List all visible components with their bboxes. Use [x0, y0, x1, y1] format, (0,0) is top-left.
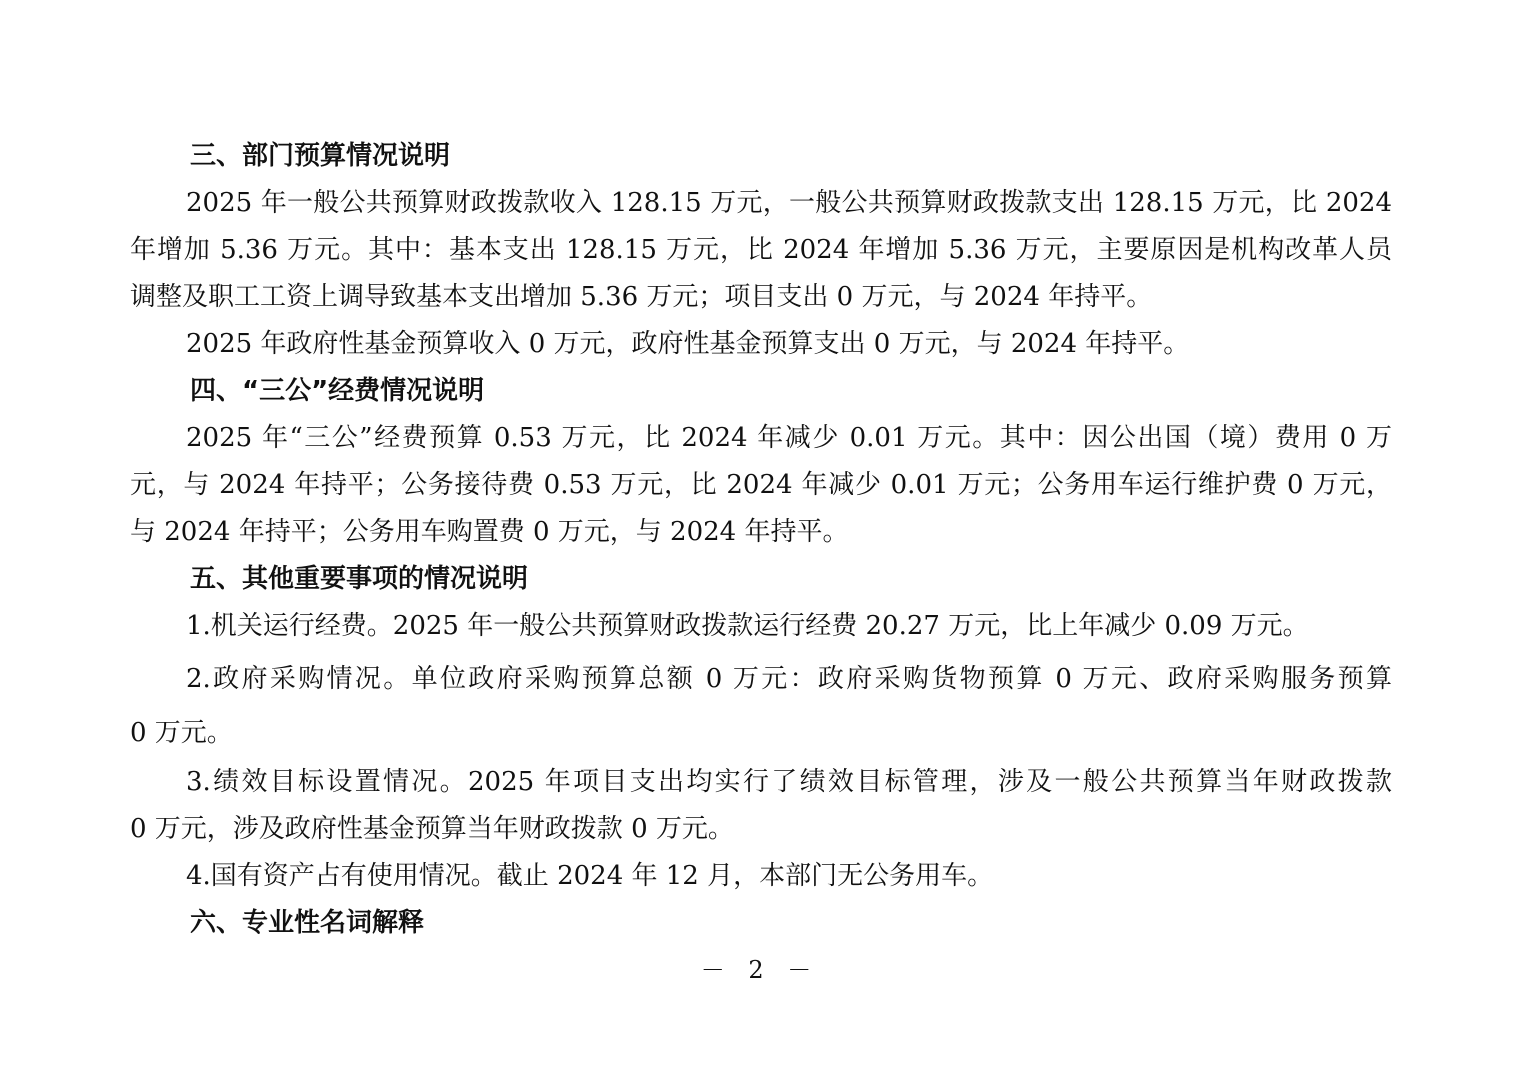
paragraph-line: 2025 年一般公共预算财政拨款收入 128.15 万元，一般公共预算财政拨款支出 128.15 万元，比 2024	[186, 188, 1392, 218]
page-number: － 2 －	[700, 956, 820, 984]
section-heading-3: 三、部门预算情况说明	[190, 141, 451, 171]
paragraph-line: 2025 年政府性基金预算收入 0 万元，政府性基金预算支出 0 万元，与 2024 年持平。	[186, 329, 1190, 359]
paragraph-line: 2.政府采购情况。单位政府采购预算总额 0 万元：政府采购货物预算 0 万元、政府采购服务预算	[186, 664, 1392, 694]
paragraph-line: 年增加 5.36 万元。其中：基本支出 128.15 万元，比 2024 年增加 5.36 万元，主要原因是机构改革人员	[130, 235, 1392, 265]
paragraph-line: 与 2024 年持平；公务用车购置费 0 万元，与 2024 年持平。	[130, 517, 849, 547]
section-heading-4: 四、“三公”经费情况说明	[190, 376, 485, 406]
section-heading-5: 五、其他重要事项的情况说明	[190, 564, 529, 594]
paragraph-line: 2025 年“三公”经费预算 0.53 万元，比 2024 年减少 0.01 万元。其中：因公出国（境）费用 0 万	[186, 423, 1392, 453]
paragraph-line: 0 万元。	[130, 718, 233, 748]
paragraph-line: 调整及职工工资上调导致基本支出增加 5.36 万元；项目支出 0 万元，与 2024 年持平。	[130, 282, 1153, 312]
paragraph-line: 元，与 2024 年持平；公务接待费 0.53 万元，比 2024 年减少 0.01 万元；公务用车运行维护费 0 万元，	[130, 470, 1392, 500]
paragraph-line: 4.国有资产占有使用情况。截止 2024 年 12 月，本部门无公务用车。	[186, 861, 994, 891]
paragraph-line: 1.机关运行经费。2025 年一般公共预算财政拨款运行经费 20.27 万元，比上年减少 0.09 万元。	[186, 611, 1309, 641]
paragraph-line: 0 万元，涉及政府性基金预算当年财政拨款 0 万元。	[130, 814, 734, 844]
paragraph-line: 3.绩效目标设置情况。2025 年项目支出均实行了绩效目标管理，涉及一般公共预算当年财政拨款	[186, 767, 1392, 797]
section-heading-6: 六、专业性名词解释	[190, 908, 425, 938]
